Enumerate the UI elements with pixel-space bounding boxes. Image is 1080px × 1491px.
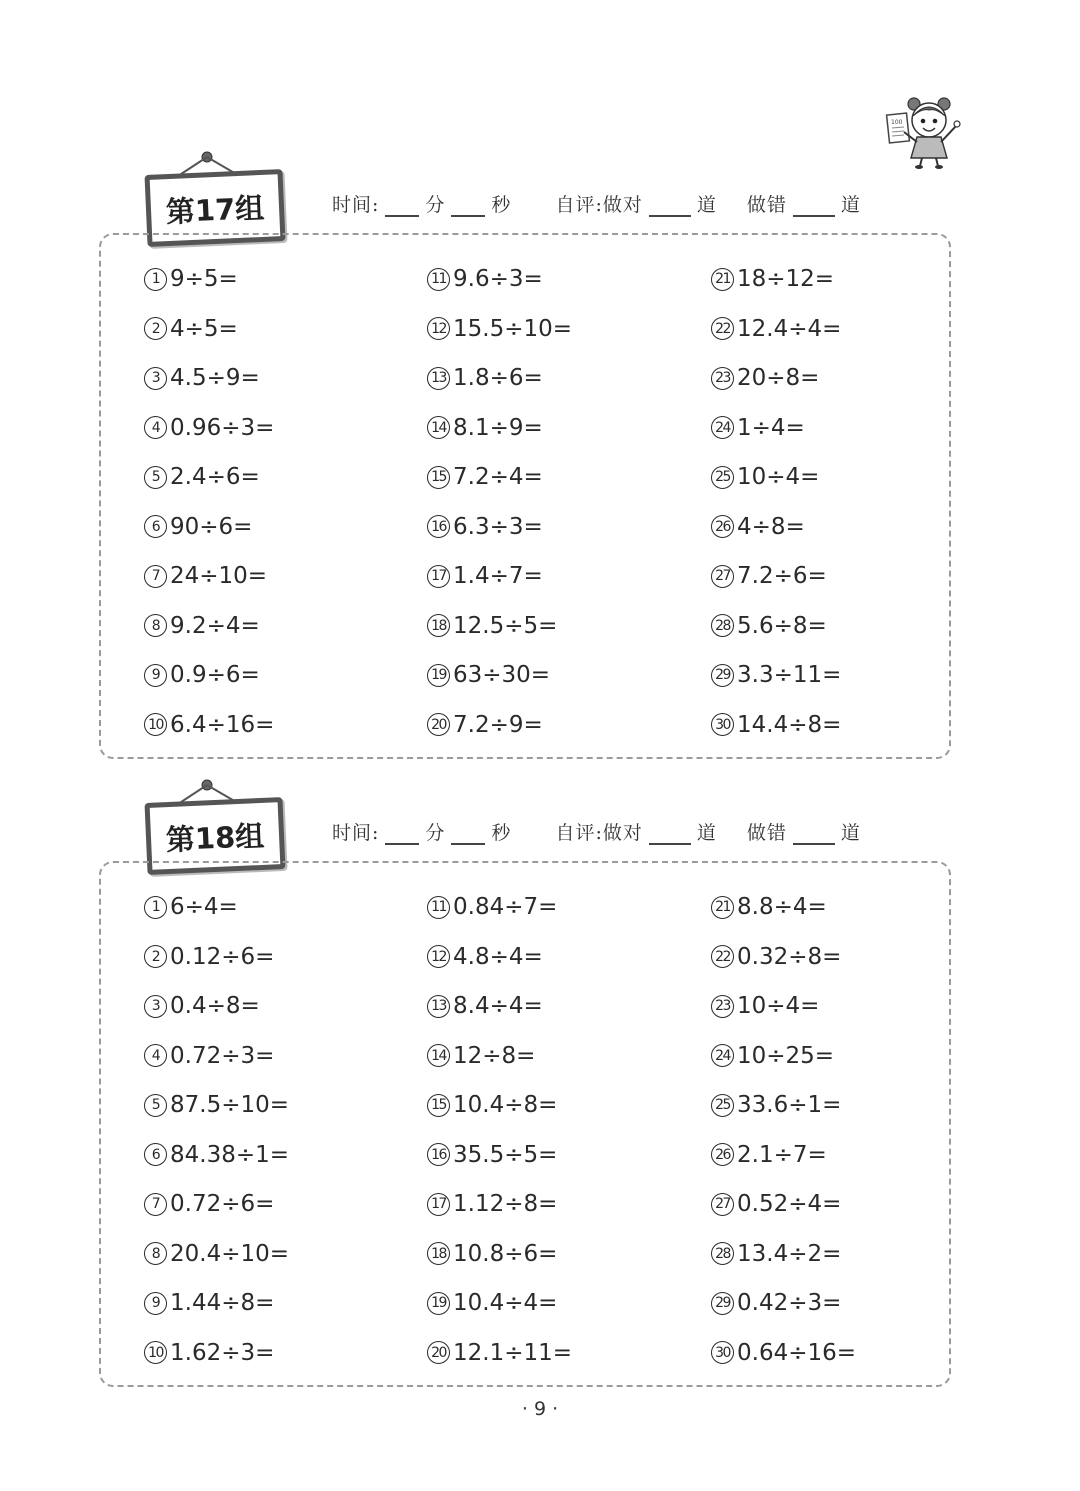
problem-number: 17 bbox=[427, 1193, 450, 1216]
wrong-label: 做错 bbox=[746, 822, 787, 844]
blank-wrong[interactable] bbox=[793, 214, 835, 217]
problem-expression: 6.4÷16= bbox=[170, 711, 275, 738]
wrong-unit: 道 bbox=[840, 822, 861, 844]
second-unit: 秒 bbox=[491, 822, 512, 844]
problem-number: 25 bbox=[711, 1094, 734, 1117]
problem-item bbox=[711, 1140, 827, 1170]
problem-expression: 14.4÷8= bbox=[737, 711, 842, 738]
problem-expression: 0.72÷6= bbox=[170, 1191, 275, 1217]
problem-item bbox=[427, 1189, 557, 1219]
problem-item bbox=[427, 561, 543, 591]
problem-number: 23 bbox=[711, 367, 734, 390]
problem-number: 24 bbox=[711, 416, 734, 439]
problem-item bbox=[144, 1239, 289, 1269]
problem-number: 20 bbox=[427, 1341, 450, 1364]
problem-item bbox=[144, 1090, 289, 1120]
problem-expression: 12÷8= bbox=[453, 1042, 536, 1069]
problem-item bbox=[144, 1288, 274, 1318]
problem-expression: 6÷4= bbox=[170, 894, 238, 920]
problem-expression: 84.38÷1= bbox=[170, 1141, 290, 1168]
time-label: 时间: bbox=[332, 822, 380, 844]
problem-item bbox=[711, 892, 827, 922]
problem-number: 22 bbox=[711, 317, 734, 340]
blank-minutes[interactable] bbox=[385, 842, 419, 845]
problem-expression: 0.64÷16= bbox=[737, 1339, 857, 1366]
problem-item bbox=[427, 1041, 535, 1071]
problem-number: 16 bbox=[427, 1143, 450, 1166]
problem-item bbox=[427, 1338, 572, 1368]
problem-number: 17 bbox=[427, 565, 450, 588]
problem-item bbox=[144, 660, 260, 690]
problem-number: 12 bbox=[427, 945, 450, 968]
problem-item bbox=[711, 710, 841, 740]
problem-item bbox=[144, 1140, 289, 1170]
problem-expression: 8.4÷4= bbox=[453, 993, 543, 1019]
problem-expression: 63÷30= bbox=[453, 662, 551, 688]
problem-item bbox=[711, 363, 819, 393]
problem-number: 1 bbox=[144, 268, 167, 291]
problem-number: 28 bbox=[711, 1242, 734, 1265]
problem-number: 15 bbox=[427, 466, 450, 489]
problem-expression: 0.52÷4= bbox=[737, 1191, 842, 1217]
problem-item bbox=[711, 1189, 841, 1219]
problem-item bbox=[427, 1288, 557, 1318]
problem-number: 29 bbox=[711, 1292, 734, 1315]
problem-expression: 12.1÷11= bbox=[453, 1339, 573, 1366]
problem-number: 7 bbox=[144, 565, 167, 588]
problem-expression: 2.1÷7= bbox=[737, 1141, 827, 1168]
problem-item bbox=[427, 710, 543, 740]
problem-expression: 10.4÷8= bbox=[453, 1092, 558, 1118]
set-title: 第18组 bbox=[144, 797, 285, 875]
problem-number: 10 bbox=[144, 713, 167, 736]
problem-item bbox=[427, 991, 543, 1021]
problem-number: 9 bbox=[144, 664, 167, 687]
problem-number: 26 bbox=[711, 515, 734, 538]
problem-number: 28 bbox=[711, 614, 734, 637]
problem-item bbox=[144, 413, 274, 443]
problem-number: 15 bbox=[427, 1094, 450, 1117]
set-title: 第17组 bbox=[144, 169, 285, 247]
problem-number: 4 bbox=[144, 416, 167, 439]
problem-item bbox=[711, 660, 841, 690]
problem-expression: 1.4÷7= bbox=[453, 563, 543, 589]
problem-expression: 1.12÷8= bbox=[453, 1191, 558, 1217]
problem-expression: 20.4÷10= bbox=[170, 1240, 290, 1267]
problem-item bbox=[427, 1140, 557, 1170]
blank-seconds[interactable] bbox=[451, 214, 485, 217]
problem-item bbox=[427, 1239, 557, 1269]
blank-correct[interactable] bbox=[649, 842, 691, 845]
problem-number: 14 bbox=[427, 416, 450, 439]
problem-number: 14 bbox=[427, 1044, 450, 1067]
problem-number: 30 bbox=[711, 1341, 734, 1364]
problem-item bbox=[711, 1288, 841, 1318]
problem-item bbox=[144, 1338, 274, 1368]
problem-item bbox=[144, 991, 260, 1021]
problem-item bbox=[144, 363, 260, 393]
problem-expression: 9÷5= bbox=[170, 266, 238, 292]
problem-number: 25 bbox=[711, 466, 734, 489]
problem-expression: 1.44÷8= bbox=[170, 1290, 275, 1316]
problem-expression: 13.4÷2= bbox=[737, 1240, 842, 1267]
problem-item bbox=[711, 991, 819, 1021]
problem-item bbox=[427, 1090, 557, 1120]
problem-expression: 1.62÷3= bbox=[170, 1339, 275, 1366]
problem-number: 18 bbox=[427, 614, 450, 637]
mascot-paper-score: 100 bbox=[891, 119, 903, 126]
minute-unit: 分 bbox=[425, 194, 446, 216]
problem-expression: 8.8÷4= bbox=[737, 894, 827, 920]
problem-expression: 10÷4= bbox=[737, 464, 820, 490]
problem-number: 22 bbox=[711, 945, 734, 968]
problem-number: 1 bbox=[144, 896, 167, 919]
problem-item bbox=[427, 413, 543, 443]
problem-number: 27 bbox=[711, 1193, 734, 1216]
problem-item bbox=[427, 363, 543, 393]
set-info-line bbox=[332, 818, 861, 845]
set-info-line bbox=[332, 190, 861, 217]
blank-wrong[interactable] bbox=[793, 842, 835, 845]
problem-number: 9 bbox=[144, 1292, 167, 1315]
problem-item bbox=[711, 1041, 834, 1071]
problem-item bbox=[144, 462, 260, 492]
blank-correct[interactable] bbox=[649, 214, 691, 217]
problem-item bbox=[144, 314, 238, 344]
problem-expression: 0.84÷7= bbox=[453, 894, 558, 920]
problem-number: 5 bbox=[144, 466, 167, 489]
problem-item bbox=[427, 942, 543, 972]
problem-number: 19 bbox=[427, 664, 450, 687]
problem-number: 11 bbox=[427, 268, 450, 291]
second-unit: 秒 bbox=[491, 194, 512, 216]
problem-number: 16 bbox=[427, 515, 450, 538]
problem-expression: 0.32÷8= bbox=[737, 943, 842, 970]
problem-expression: 20÷8= bbox=[737, 365, 820, 391]
problem-expression: 7.2÷6= bbox=[737, 563, 827, 589]
problem-expression: 0.42÷3= bbox=[737, 1290, 842, 1316]
problem-item bbox=[711, 942, 841, 972]
problem-expression: 9.6÷3= bbox=[453, 266, 543, 292]
problem-number: 18 bbox=[427, 1242, 450, 1265]
problem-expression: 0.9÷6= bbox=[170, 662, 260, 688]
problem-expression: 10÷25= bbox=[737, 1042, 835, 1069]
problem-item bbox=[711, 413, 805, 443]
problem-expression: 12.4÷4= bbox=[737, 315, 842, 342]
problem-expression: 87.5÷10= bbox=[170, 1092, 290, 1118]
problem-item bbox=[427, 264, 543, 294]
problem-expression: 18÷12= bbox=[737, 266, 835, 292]
problem-item bbox=[711, 462, 819, 492]
problem-expression: 3.3÷11= bbox=[737, 662, 842, 688]
problem-number: 20 bbox=[427, 713, 450, 736]
problem-number: 21 bbox=[711, 896, 734, 919]
wrong-unit: 道 bbox=[840, 194, 861, 216]
problem-number: 23 bbox=[711, 995, 734, 1018]
problem-item bbox=[427, 462, 543, 492]
problem-item bbox=[427, 611, 557, 641]
problem-number: 13 bbox=[427, 995, 450, 1018]
problem-item bbox=[144, 1041, 274, 1071]
problem-number: 8 bbox=[144, 1242, 167, 1265]
girl-holding-score-paper-icon bbox=[884, 92, 964, 170]
problem-expression: 10÷4= bbox=[737, 993, 820, 1019]
problem-expression: 7.2÷9= bbox=[453, 711, 543, 738]
problem-number: 21 bbox=[711, 268, 734, 291]
self-eval-label: 自评:做对 bbox=[555, 822, 643, 844]
problem-expression: 4.8÷4= bbox=[453, 943, 543, 970]
problem-expression: 4.5÷9= bbox=[170, 365, 260, 391]
problem-number: 30 bbox=[711, 713, 734, 736]
wrong-label: 做错 bbox=[746, 194, 787, 216]
problem-expression: 6.3÷3= bbox=[453, 513, 543, 540]
correct-unit: 道 bbox=[696, 822, 717, 844]
problem-item bbox=[711, 1090, 841, 1120]
problem-number: 11 bbox=[427, 896, 450, 919]
problem-expression: 10.8÷6= bbox=[453, 1240, 558, 1267]
problem-expression: 8.1÷9= bbox=[453, 414, 543, 441]
problem-item bbox=[144, 264, 238, 294]
problem-item bbox=[144, 892, 238, 922]
problem-item bbox=[711, 1338, 856, 1368]
problem-number: 12 bbox=[427, 317, 450, 340]
problem-number: 2 bbox=[144, 945, 167, 968]
problem-item bbox=[711, 314, 841, 344]
problem-number: 6 bbox=[144, 1143, 167, 1166]
problem-expression: 5.6÷8= bbox=[737, 612, 827, 639]
problem-item bbox=[427, 314, 572, 344]
problem-expression: 1.8÷6= bbox=[453, 365, 543, 391]
problem-number: 10 bbox=[144, 1341, 167, 1364]
problem-expression: 0.96÷3= bbox=[170, 414, 275, 441]
problem-item bbox=[711, 512, 805, 542]
problem-expression: 0.4÷8= bbox=[170, 993, 260, 1019]
problem-item bbox=[427, 512, 543, 542]
problem-number: 6 bbox=[144, 515, 167, 538]
problem-expression: 24÷10= bbox=[170, 563, 268, 589]
problem-expression: 35.5÷5= bbox=[453, 1141, 558, 1168]
problem-expression: 9.2÷4= bbox=[170, 612, 260, 639]
problem-item bbox=[711, 611, 827, 641]
problem-expression: 90÷6= bbox=[170, 513, 253, 540]
problem-item bbox=[144, 1189, 274, 1219]
problem-expression: 33.6÷1= bbox=[737, 1092, 842, 1118]
problem-number: 24 bbox=[711, 1044, 734, 1067]
problem-number: 27 bbox=[711, 565, 734, 588]
problem-expression: 0.72÷3= bbox=[170, 1042, 275, 1069]
time-label: 时间: bbox=[332, 194, 380, 216]
problem-item bbox=[144, 710, 274, 740]
problem-item bbox=[711, 264, 834, 294]
page-number: · 9 · bbox=[521, 1398, 559, 1420]
problem-number: 13 bbox=[427, 367, 450, 390]
problem-number: 5 bbox=[144, 1094, 167, 1117]
problem-number: 29 bbox=[711, 664, 734, 687]
blank-minutes[interactable] bbox=[385, 214, 419, 217]
problem-number: 8 bbox=[144, 614, 167, 637]
problem-number: 19 bbox=[427, 1292, 450, 1315]
problem-number: 4 bbox=[144, 1044, 167, 1067]
problem-item bbox=[711, 561, 827, 591]
problem-expression: 10.4÷4= bbox=[453, 1290, 558, 1316]
problem-item bbox=[144, 512, 252, 542]
problem-number: 26 bbox=[711, 1143, 734, 1166]
problem-expression: 0.12÷6= bbox=[170, 943, 275, 970]
blank-seconds[interactable] bbox=[451, 842, 485, 845]
minute-unit: 分 bbox=[425, 822, 446, 844]
problem-expression: 4÷5= bbox=[170, 315, 238, 342]
problem-expression: 1÷4= bbox=[737, 414, 805, 441]
self-eval-label: 自评:做对 bbox=[555, 194, 643, 216]
problem-item bbox=[144, 942, 274, 972]
problem-item bbox=[427, 660, 550, 690]
problem-number: 3 bbox=[144, 367, 167, 390]
problem-item bbox=[427, 892, 557, 922]
problem-expression: 15.5÷10= bbox=[453, 315, 573, 342]
problem-item bbox=[144, 611, 260, 641]
problem-item bbox=[144, 561, 267, 591]
problem-expression: 7.2÷4= bbox=[453, 464, 543, 490]
problem-number: 7 bbox=[144, 1193, 167, 1216]
problem-expression: 4÷8= bbox=[737, 513, 805, 540]
problem-expression: 2.4÷6= bbox=[170, 464, 260, 490]
correct-unit: 道 bbox=[696, 194, 717, 216]
problem-number: 2 bbox=[144, 317, 167, 340]
problem-expression: 12.5÷5= bbox=[453, 612, 558, 639]
problem-number: 3 bbox=[144, 995, 167, 1018]
problem-item bbox=[711, 1239, 841, 1269]
